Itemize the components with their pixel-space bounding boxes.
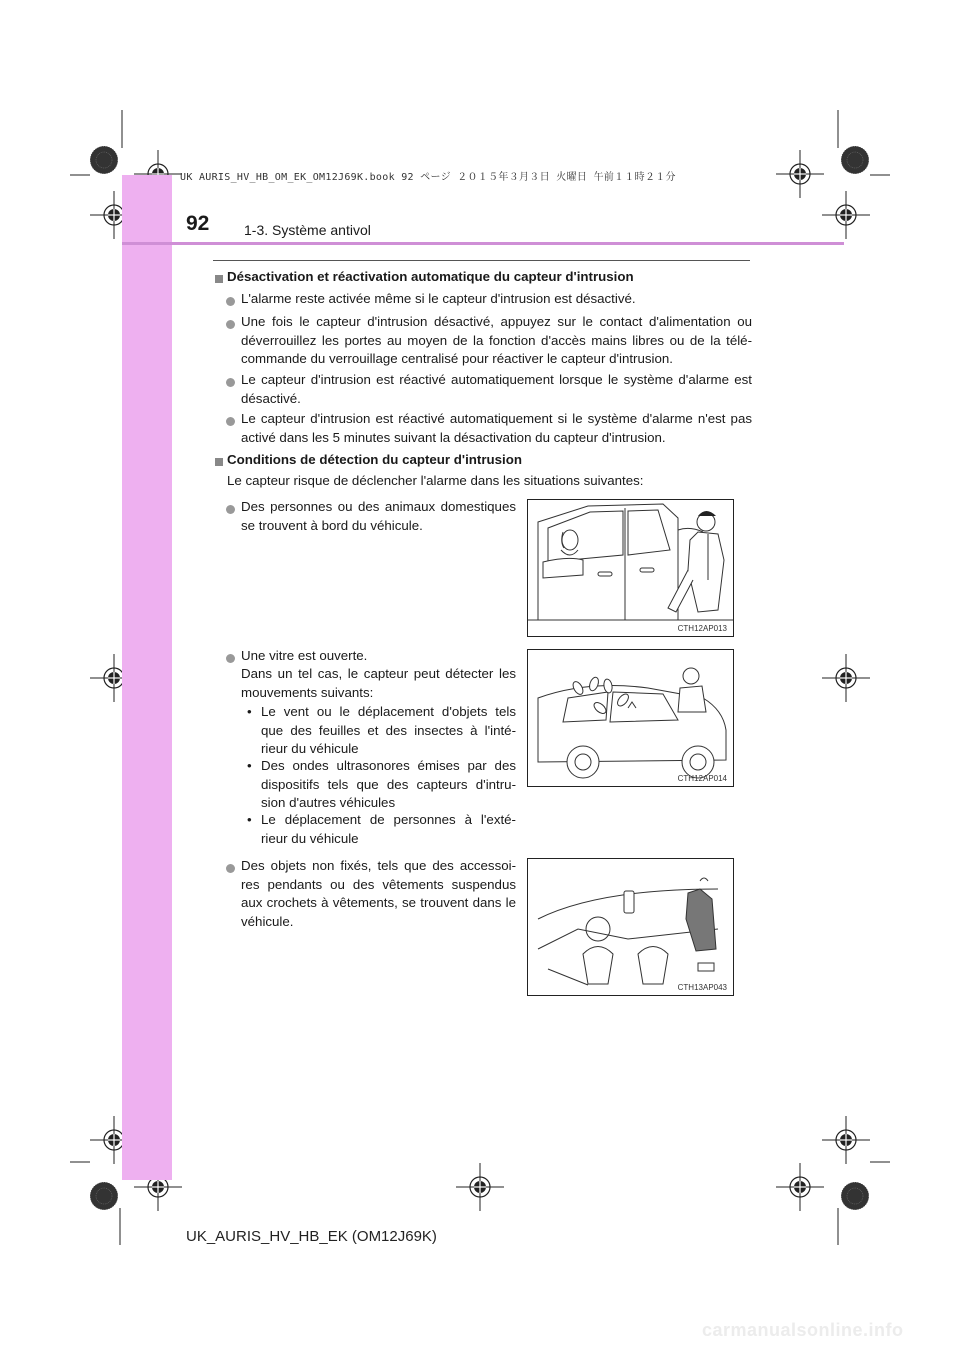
subitem-bullet: • xyxy=(247,704,252,719)
subitem-text: Le déplacement de personnes à l'exté-rieur du véhicule xyxy=(261,812,516,846)
figure-hanging-objects xyxy=(527,858,734,996)
bullet-dot xyxy=(226,320,235,329)
footer-model: UK_AURIS_HV_HB_EK (OM12J69K) xyxy=(186,1228,437,1245)
side-tab-band xyxy=(122,175,172,1180)
bullet-dot xyxy=(226,297,235,306)
bullet-dot xyxy=(226,378,235,387)
condition-line: Une vitre est ouverte. xyxy=(241,648,368,663)
content-divider xyxy=(213,260,750,261)
subitem-bullet: • xyxy=(247,758,252,773)
bullet-dot xyxy=(226,417,235,426)
condition-text: Dans un tel cas, le capteur peut détecter les mouvements suivants: xyxy=(241,666,516,700)
watermark: carmanualsonline.info xyxy=(702,1320,904,1340)
figure-open-window xyxy=(527,649,734,787)
page-number: 92 xyxy=(186,212,210,235)
open-window-illustration xyxy=(528,650,733,786)
figure-code: CTH12AP014 xyxy=(677,774,727,783)
condition-text: Des personnes ou des animaux domestiques se trouvent à bord du véhicule. xyxy=(241,499,516,533)
bullet-dot xyxy=(226,654,235,663)
pet-car-illustration xyxy=(528,500,733,636)
bullet-text: Le capteur d'intrusion est réactivé automatiquement si le système d'alarme n'est pas activé dans les 5 minutes suivant la désactivation du capteur d'intrusion. xyxy=(241,411,752,445)
interior-illustration xyxy=(528,859,733,995)
bullet-text: Le capteur d'intrusion est réactivé automatiquement lorsque le système d'alarme est désactivé. xyxy=(241,372,752,406)
section-heading: Conditions de détection du capteur d'intrusion xyxy=(227,452,522,467)
header-rule xyxy=(122,242,844,245)
section-title: 1-3. Système antivol xyxy=(244,222,371,238)
condition-text: Des objets non fixés, tels que des accessoi-res pendants ou des vêtements suspendus aux crochets à vêtements, se trouvent dans le véhicule. xyxy=(241,858,516,929)
book-info-line: UK AURIS_HV_HB_OM_EK_OM12J69K.book 92 ページ ２０１５年３月３日 火曜日 午前１１時２１分 xyxy=(180,172,676,183)
figure-code: CTH13AP043 xyxy=(677,983,727,992)
section-marker xyxy=(215,458,223,466)
bullet-dot xyxy=(226,505,235,514)
bullet-text: L'alarme reste activée même si le capteur d'intrusion est désactivé. xyxy=(241,291,636,306)
figure-code: CTH12AP013 xyxy=(677,624,727,633)
subitem-bullet: • xyxy=(247,812,252,827)
subitem-text: Des ondes ultrasonores émises par des dispositifs tels que des capteurs d'intru-sion d'autres véhicules xyxy=(261,758,516,810)
section-intro: Le capteur risque de déclencher l'alarme dans les situations suivantes: xyxy=(227,473,644,488)
section-marker xyxy=(215,275,223,283)
bullet-dot xyxy=(226,864,235,873)
section-heading: Désactivation et réactivation automatique du capteur d'intrusion xyxy=(227,269,634,284)
subitem-text: Le vent ou le déplacement d'objets tels que des feuilles et des insectes à l'inté-rieur du véhicule xyxy=(261,704,516,756)
figure-pet-in-car xyxy=(527,499,734,637)
bullet-text: Une fois le capteur d'intrusion désactivé, appuyez sur le contact d'alimentation ou déverrouillez les portes au moyen de la fonction d'accès mains libres ou de la télé-commande du verrouillage centralisé pour réactiver le capteur d'intrusion. xyxy=(241,314,752,366)
